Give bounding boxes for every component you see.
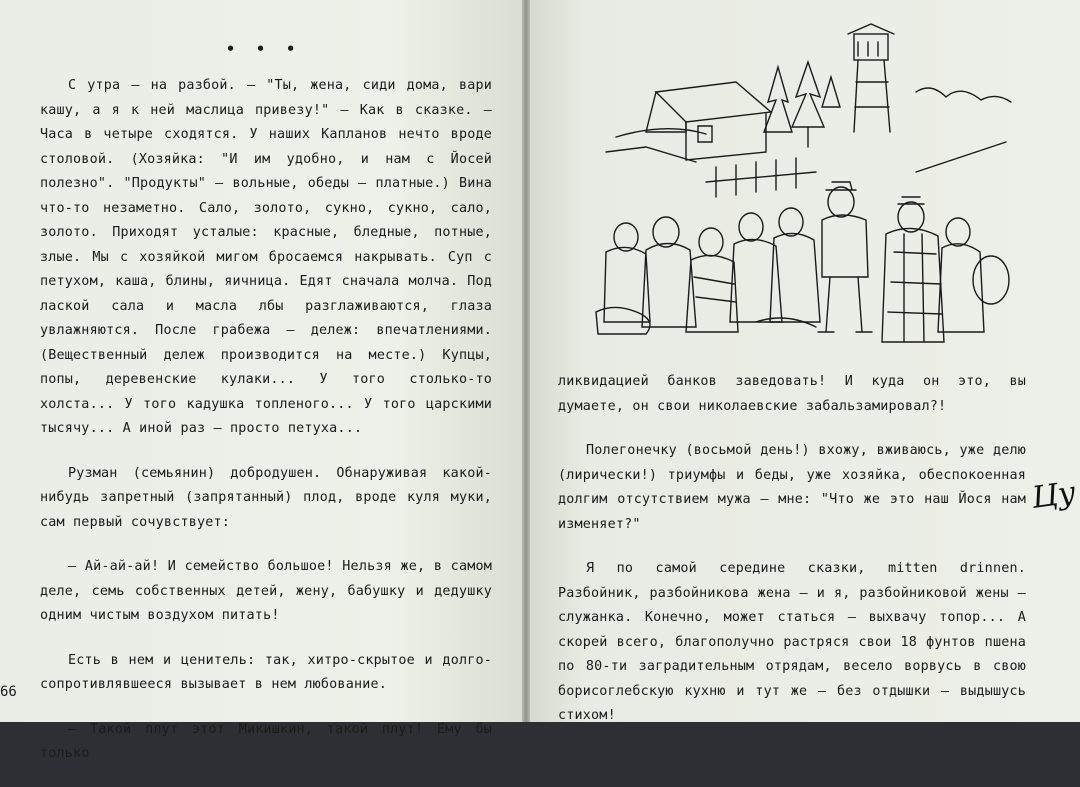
- paragraph: ликвидацией банков заведовать! И куда он это, вы думаете, он свои николаевские забальзамировал?!: [558, 374, 1026, 414]
- book-gutter: [522, 0, 530, 722]
- paragraph: Я по самой середине сказки, mitten drinnen. Разбойник, разбойникова жена – и я, разбойниковой жены – служанка. Конечно, может статься – выхвачу топор... А скорей всего, благополучно растряся свои 18 фунтов пшена по 80-ти заградительным отрядам, весело ворвусь в свою борисоглебскую кухню и тут же – без отдышки – выдышусь стихом!: [558, 561, 1026, 723]
- paragraph: Полегонечку (восьмой день!) вхожу, вживаюсь, уже делю (лирически!) триумфы и беды, уже хозяйка, обеспокоенная долгим отсутствием мужа – мне: "Что же это наш Йося нам изменяет?": [558, 443, 1026, 532]
- paragraph: С утра – на разбой. – "Ты, жена, сиди дома, вари кашу, а я к ней маслица привезу!" – Как в сказке. – Часа в четыре сходятся. У наших Капланов нечто вроде столовой. (Хозяйка: "И им удобно, и нам с Йосей полезно". "Продукты" – вольные, обеды – платные.) Вина что-то незаметно. Сало, золото, сукно, сукно, сало, золото. Приходят усталые: красные, бледные, потные, злые. Мы с хозяйкой мигом бросаемся накрывать. Суп с петухом, каша, блины, яичница. Едят сначала молча. Под лаской сала и масла лбы разглаживаются, глаза увлажняются. После грабежа – дележ: впечатлениями. (Вещественный дележ производится на месте.) Купцы, попы, деревенские кулаки... У того столько-то холста... У того кадушка топленого... У того царскими тысячу... А иной раз – просто петуха...: [40, 78, 492, 436]
- right-page: [530, 0, 1080, 722]
- left-page: [0, 0, 522, 761]
- handwritten-margin-note: Цу: [1029, 475, 1078, 516]
- fence-drawing: [706, 142, 1006, 197]
- paragraph: – Ай-ай-ай! И семейство большое! Нельзя же, в самом деле, семь собственных детей, жену, бабушку и дедушку одним чистым воздухом питать!: [40, 559, 492, 623]
- page-number: 66: [0, 684, 17, 700]
- ink-sketch-illustration: [586, 22, 1016, 352]
- watchtower-drawing: [848, 24, 894, 132]
- crowd-drawing: [596, 182, 1009, 342]
- house-drawing: [606, 82, 771, 162]
- right-page-text: [558, 370, 1026, 749]
- paragraph: Рузман (семьянин) добродушен. Обнаруживая какой-нибудь запретный (запрятанный) плод, вроде куля муки, сам первый сочувствует:: [40, 465, 492, 530]
- left-page-text: [40, 74, 492, 787]
- section-mark: • • •: [226, 40, 302, 58]
- paragraph: – Такой плут этот Микишкин, такой плут! Ему бы только: [40, 721, 492, 761]
- paragraph: Есть в нем и ценитель: так, хитро-скрытое и долго-сопротивлявшееся вызывает в нем любование.: [40, 652, 492, 692]
